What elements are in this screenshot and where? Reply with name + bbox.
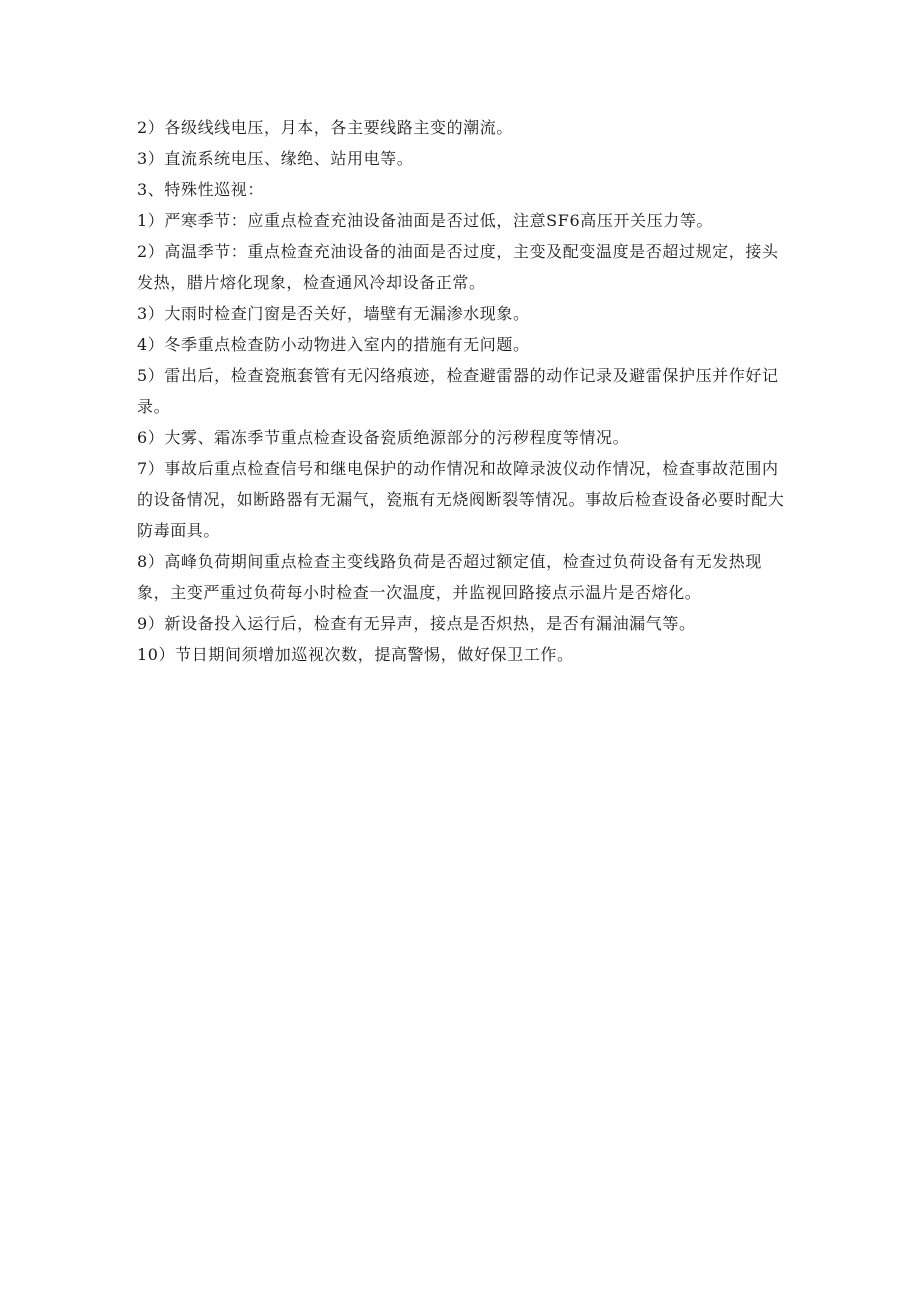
paragraph-high-temperature: 2）高温季节：重点检查充油设备的油面是否过度，主变及配变温度是否超过规定，接头发热，腊片熔化现象，检查通风冷却设备正常。 [137, 242, 779, 292]
paragraph-holidays: 10）节日期间须增加巡视次数，提高警惕，做好保卫工作。 [137, 645, 574, 664]
document-body [137, 112, 787, 670]
paragraph-peak-load: 8）高峰负荷期间重点检查主变线路负荷是否超过额定值，检查过负荷设备有无发热现象，主变严重过负荷每小时检查一次温度，并监视回路接点示温片是否熔化。 [137, 552, 762, 602]
paragraph-dc-system: 3）直流系统电压、缘绝、站用电等。 [137, 149, 414, 168]
paragraph-after-accident: 7）事故后重点检查信号和继电保护的动作情况和故障录波仪动作情况，检查事故范围内的设备情况，如断路器有无漏气，瓷瓶有无烧阀断裂等情况。事故后检查设备必要时配大防毒面具。 [137, 459, 785, 540]
paragraph-winter-animals: 4）冬季重点检查防小动物进入室内的措施有无问题。 [137, 335, 530, 354]
paragraph-fog-frost: 6）大雾、霜冻季节重点检查设备瓷质绝源部分的污秽程度等情况。 [137, 428, 630, 447]
paragraph-new-equipment: 9）新设备投入运行后，检查有无异声，接点是否炽热，是否有漏油漏气等。 [137, 614, 696, 633]
paragraph-after-thunder: 5）雷出后，检查瓷瓶套管有无闪络痕迹，检查避雷器的动作记录及避雷保护压并作好记录。 [137, 366, 779, 416]
paragraph-heavy-rain: 3）大雨时检查门窗是否关好，墙壁有无漏渗水现象。 [137, 304, 530, 323]
paragraph-line-voltage: 2）各级线线电压，月本，各主要线路主变的潮流。 [137, 118, 513, 137]
section-heading-special-inspection: 3、特殊性巡视： [137, 180, 264, 199]
paragraph-severe-cold: 1）严寒季节：应重点检查充油设备油面是否过低，注意SF6高压开关压力等。 [137, 211, 714, 230]
